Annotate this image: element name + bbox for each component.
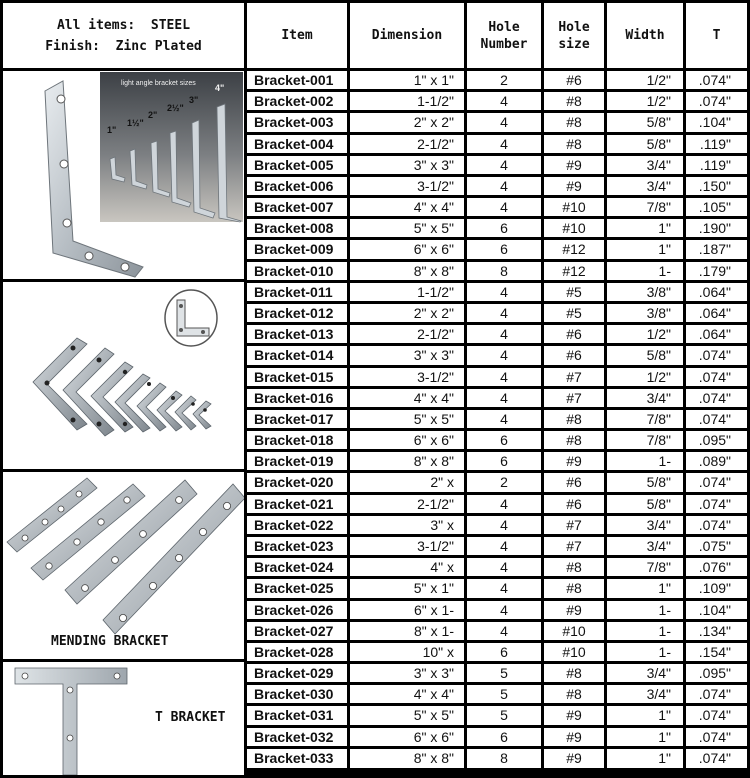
t-cell: .134" (686, 622, 747, 640)
item-cell: Bracket-029 (247, 664, 347, 682)
t-cell: .190" (686, 219, 747, 237)
corner-sizes-caption: light angle bracket sizes (121, 80, 196, 87)
t-cell: .074" (686, 749, 747, 768)
hole-number-cell: 4 (467, 198, 541, 216)
width-cell: 3/4" (607, 537, 683, 555)
width-cell: 1- (607, 262, 683, 280)
item-cell: Bracket-015 (247, 368, 347, 386)
t-cell: .064" (686, 325, 747, 343)
t-cell: .074" (686, 473, 747, 492)
item-cell: Bracket-026 (247, 601, 347, 619)
hole-number-cell: 4 (467, 516, 541, 534)
width-cell: 3/4" (607, 389, 683, 407)
hole-size-cell: #5 (544, 304, 604, 322)
width-cell: 7/8" (607, 410, 683, 428)
t-cell: .064" (686, 283, 747, 301)
item-cell: Bracket-032 (247, 728, 347, 746)
dimension-cell: 1-1/2" (350, 92, 464, 110)
dimension-cell: 6" x 6" (350, 431, 464, 449)
item-cell: Bracket-019 (247, 452, 347, 470)
width-cell: 3/4" (607, 177, 683, 195)
dimension-cell: 8" x 1- (350, 622, 464, 640)
hole-number-cell: 4 (467, 579, 541, 598)
hole-size-cell: #5 (544, 283, 604, 301)
hole-number-cell: 4 (467, 495, 541, 513)
dimension-cell: 1" x 1" (350, 71, 464, 89)
hole-number-cell: 5 (467, 664, 541, 682)
hole-size-cell: #8 (544, 558, 604, 576)
header-item: Item (247, 3, 347, 68)
size-label-1: 1" (107, 125, 117, 135)
width-cell: 1- (607, 601, 683, 619)
mending-bracket-photo (3, 472, 244, 659)
width-cell: 1- (607, 622, 683, 640)
item-cell: Bracket-004 (247, 135, 347, 153)
width-cell: 3/4" (607, 685, 683, 703)
hole-size-cell: #8 (544, 685, 604, 703)
dimension-cell: 3" x 3" (350, 346, 464, 365)
width-cell: 5/8" (607, 113, 683, 132)
t-cell: .074" (686, 346, 747, 365)
width-cell: 3/4" (607, 156, 683, 174)
dimension-cell: 2-1/2" (350, 135, 464, 153)
width-cell: 1" (607, 579, 683, 598)
size-label-1-5: 1½" (127, 118, 144, 128)
hole-size-cell: #6 (544, 473, 604, 492)
finish-line: Finish: Zinc Plated (45, 38, 202, 54)
hole-number-cell: 6 (467, 452, 541, 470)
dimension-cell: 5" x 5" (350, 219, 464, 237)
item-cell: Bracket-001 (247, 71, 347, 89)
hole-number-cell: 4 (467, 601, 541, 619)
hole-number-cell: 4 (467, 177, 541, 195)
t-cell: .064" (686, 304, 747, 322)
hole-number-cell: 4 (467, 537, 541, 555)
dimension-cell: 2" x 2" (350, 113, 464, 132)
size-label-2-5: 2½" (167, 103, 184, 113)
dimension-cell: 3-1/2" (350, 368, 464, 386)
hole-size-cell: #7 (544, 389, 604, 407)
hole-size-cell: #9 (544, 452, 604, 470)
header-t: T (686, 3, 747, 68)
material-line: All items: STEEL (56, 17, 191, 33)
hole-number-cell: 8 (467, 262, 541, 280)
hole-number-cell: 4 (467, 389, 541, 407)
hole-size-cell: #6 (544, 346, 604, 365)
t-cell: .105" (686, 198, 747, 216)
hole-number-cell: 6 (467, 431, 541, 449)
hole-number-cell: 4 (467, 135, 541, 153)
hole-number-cell: 4 (467, 410, 541, 428)
hole-size-cell: #12 (544, 240, 604, 259)
hole-size-cell: #7 (544, 537, 604, 555)
t-cell: .074" (686, 389, 747, 407)
hole-number-cell: 4 (467, 325, 541, 343)
hole-size-cell: #9 (544, 728, 604, 746)
dimension-cell: 3-1/2" (350, 537, 464, 555)
flat-corner-photo (3, 282, 244, 469)
hole-number-cell: 4 (467, 558, 541, 576)
width-cell: 1" (607, 219, 683, 237)
t-cell: .074" (686, 92, 747, 110)
item-cell: Bracket-002 (247, 92, 347, 110)
width-cell: 1/2" (607, 92, 683, 110)
item-cell: Bracket-016 (247, 389, 347, 407)
hole-size-cell: #7 (544, 516, 604, 534)
hole-number-cell: 6 (467, 219, 541, 237)
item-cell: Bracket-007 (247, 198, 347, 216)
hole-size-cell: #8 (544, 431, 604, 449)
dimension-cell: 3" x 3" (350, 156, 464, 174)
width-cell: 3/8" (607, 304, 683, 322)
item-cell: Bracket-028 (247, 643, 347, 661)
t-cell: .104" (686, 601, 747, 619)
width-cell: 3/8" (607, 283, 683, 301)
item-cell: Bracket-025 (247, 579, 347, 598)
width-cell: 5/8" (607, 473, 683, 492)
size-label-4: 4" (215, 83, 225, 93)
hole-size-cell: #8 (544, 135, 604, 153)
hole-number-cell: 2 (467, 473, 541, 492)
size-label-2: 2" (148, 110, 158, 120)
t-bracket-caption: T BRACKET (155, 710, 226, 725)
hole-size-cell: #7 (544, 368, 604, 386)
mending-bracket-illustration (3, 472, 244, 659)
hole-number-cell: 5 (467, 685, 541, 703)
width-cell: 3/4" (607, 664, 683, 682)
hole-size-cell: #9 (544, 177, 604, 195)
dimension-cell: 3" x (350, 516, 464, 534)
dimension-cell: 4" x 4" (350, 198, 464, 216)
t-cell: .104" (686, 113, 747, 132)
hole-number-cell: 4 (467, 346, 541, 365)
t-cell: .179" (686, 262, 747, 280)
hole-number-cell: 6 (467, 240, 541, 259)
item-cell: Bracket-020 (247, 473, 347, 492)
t-cell: .074" (686, 368, 747, 386)
dimension-cell: 8" x 8" (350, 452, 464, 470)
dimension-cell: 4" x 4" (350, 685, 464, 703)
header-hole-size: Hole size (544, 3, 604, 68)
hole-number-cell: 8 (467, 749, 541, 768)
item-cell: Bracket-027 (247, 622, 347, 640)
dimension-cell: 8" x 8" (350, 749, 464, 768)
t-cell: .074" (686, 706, 747, 725)
hole-number-cell: 4 (467, 156, 541, 174)
dimension-cell: 2-1/2" (350, 495, 464, 513)
width-cell: 1" (607, 706, 683, 725)
width-cell: 7/8" (607, 558, 683, 576)
hole-size-cell: #10 (544, 622, 604, 640)
dimension-cell: 10" x (350, 643, 464, 661)
t-cell: .119" (686, 135, 747, 153)
t-cell: .095" (686, 431, 747, 449)
flat-corner-illustration (3, 282, 244, 469)
width-cell: 7/8" (607, 431, 683, 449)
hole-size-cell: #9 (544, 749, 604, 768)
material-finish-note (3, 3, 244, 68)
hole-number-cell: 6 (467, 643, 541, 661)
item-cell: Bracket-022 (247, 516, 347, 534)
dimension-cell: 5" x 5" (350, 410, 464, 428)
hole-size-cell: #9 (544, 601, 604, 619)
size-label-3: 3" (189, 95, 199, 105)
item-cell: Bracket-009 (247, 240, 347, 259)
t-cell: .109" (686, 579, 747, 598)
width-cell: 1- (607, 643, 683, 661)
t-cell: .074" (686, 728, 747, 746)
header-width: Width (607, 3, 683, 68)
hole-size-cell: #9 (544, 156, 604, 174)
item-cell: Bracket-008 (247, 219, 347, 237)
dimension-cell: 3" x 3" (350, 664, 464, 682)
hole-size-cell: #6 (544, 325, 604, 343)
mending-bracket-caption: MENDING BRACKET (51, 634, 169, 649)
width-cell: 1/2" (607, 325, 683, 343)
item-cell: Bracket-023 (247, 537, 347, 555)
t-cell: .074" (686, 495, 747, 513)
dimension-cell: 4" x (350, 558, 464, 576)
dimension-cell: 2" x 2" (350, 304, 464, 322)
item-cell: Bracket-010 (247, 262, 347, 280)
item-cell: Bracket-011 (247, 283, 347, 301)
dimension-cell: 6" x 6" (350, 240, 464, 259)
item-cell: Bracket-031 (247, 706, 347, 725)
corner-brace-photo (3, 71, 244, 279)
item-cell: Bracket-014 (247, 346, 347, 365)
width-cell: 1/2" (607, 71, 683, 89)
t-cell: .074" (686, 516, 747, 534)
width-cell: 5/8" (607, 495, 683, 513)
hole-size-cell: #9 (544, 706, 604, 725)
hole-number-cell: 4 (467, 283, 541, 301)
item-cell: Bracket-024 (247, 558, 347, 576)
item-cell: Bracket-021 (247, 495, 347, 513)
t-cell: .154" (686, 643, 747, 661)
hole-size-cell: #8 (544, 92, 604, 110)
width-cell: 1" (607, 240, 683, 259)
item-cell: Bracket-030 (247, 685, 347, 703)
item-cell: Bracket-017 (247, 410, 347, 428)
dimension-cell: 4" x 4" (350, 389, 464, 407)
t-cell: .119" (686, 156, 747, 174)
hole-size-cell: #6 (544, 495, 604, 513)
t-cell: .074" (686, 410, 747, 428)
width-cell: 3/4" (607, 516, 683, 534)
hole-size-cell: #6 (544, 71, 604, 89)
item-cell: Bracket-003 (247, 113, 347, 132)
t-cell: .074" (686, 685, 747, 703)
width-cell: 5/8" (607, 135, 683, 153)
item-cell: Bracket-018 (247, 431, 347, 449)
hole-size-cell: #12 (544, 262, 604, 280)
t-cell: .089" (686, 452, 747, 470)
hole-number-cell: 2 (467, 71, 541, 89)
hole-number-cell: 5 (467, 706, 541, 725)
hole-size-cell: #8 (544, 579, 604, 598)
item-cell: Bracket-013 (247, 325, 347, 343)
width-cell: 1/2" (607, 368, 683, 386)
width-cell: 1- (607, 452, 683, 470)
t-bracket-photo (3, 662, 244, 775)
hole-size-cell: #8 (544, 410, 604, 428)
hole-number-cell: 4 (467, 92, 541, 110)
t-cell: .095" (686, 664, 747, 682)
width-cell: 5/8" (607, 346, 683, 365)
dimension-cell: 3-1/2" (350, 177, 464, 195)
t-cell: .074" (686, 71, 747, 89)
hole-number-cell: 4 (467, 622, 541, 640)
dimension-cell: 8" x 8" (350, 262, 464, 280)
item-cell: Bracket-005 (247, 156, 347, 174)
corner-brace-illustration (3, 71, 244, 279)
dimension-cell: 6" x 1- (350, 601, 464, 619)
t-cell: .075" (686, 537, 747, 555)
item-cell: Bracket-012 (247, 304, 347, 322)
hole-size-cell: #8 (544, 664, 604, 682)
item-cell: Bracket-033 (247, 749, 347, 768)
hole-size-cell: #10 (544, 219, 604, 237)
header-hole-number: Hole Number (467, 3, 541, 68)
dimension-cell: 6" x 6" (350, 728, 464, 746)
header-dimension: Dimension (350, 3, 464, 68)
hole-number-cell: 4 (467, 113, 541, 132)
hole-number-cell: 6 (467, 728, 541, 746)
t-cell: .187" (686, 240, 747, 259)
width-cell: 7/8" (607, 198, 683, 216)
width-cell: 1" (607, 749, 683, 768)
dimension-cell: 2" x (350, 473, 464, 492)
t-cell: .150" (686, 177, 747, 195)
t-cell: .076" (686, 558, 747, 576)
hole-size-cell: #10 (544, 198, 604, 216)
dimension-cell: 5" x 1" (350, 579, 464, 598)
item-cell: Bracket-006 (247, 177, 347, 195)
dimension-cell: 5" x 5" (350, 706, 464, 725)
width-cell: 1" (607, 728, 683, 746)
hole-number-cell: 4 (467, 368, 541, 386)
dimension-cell: 2-1/2" (350, 325, 464, 343)
dimension-cell: 1-1/2" (350, 283, 464, 301)
hole-size-cell: #10 (544, 643, 604, 661)
hole-number-cell: 4 (467, 304, 541, 322)
hole-size-cell: #8 (544, 113, 604, 132)
